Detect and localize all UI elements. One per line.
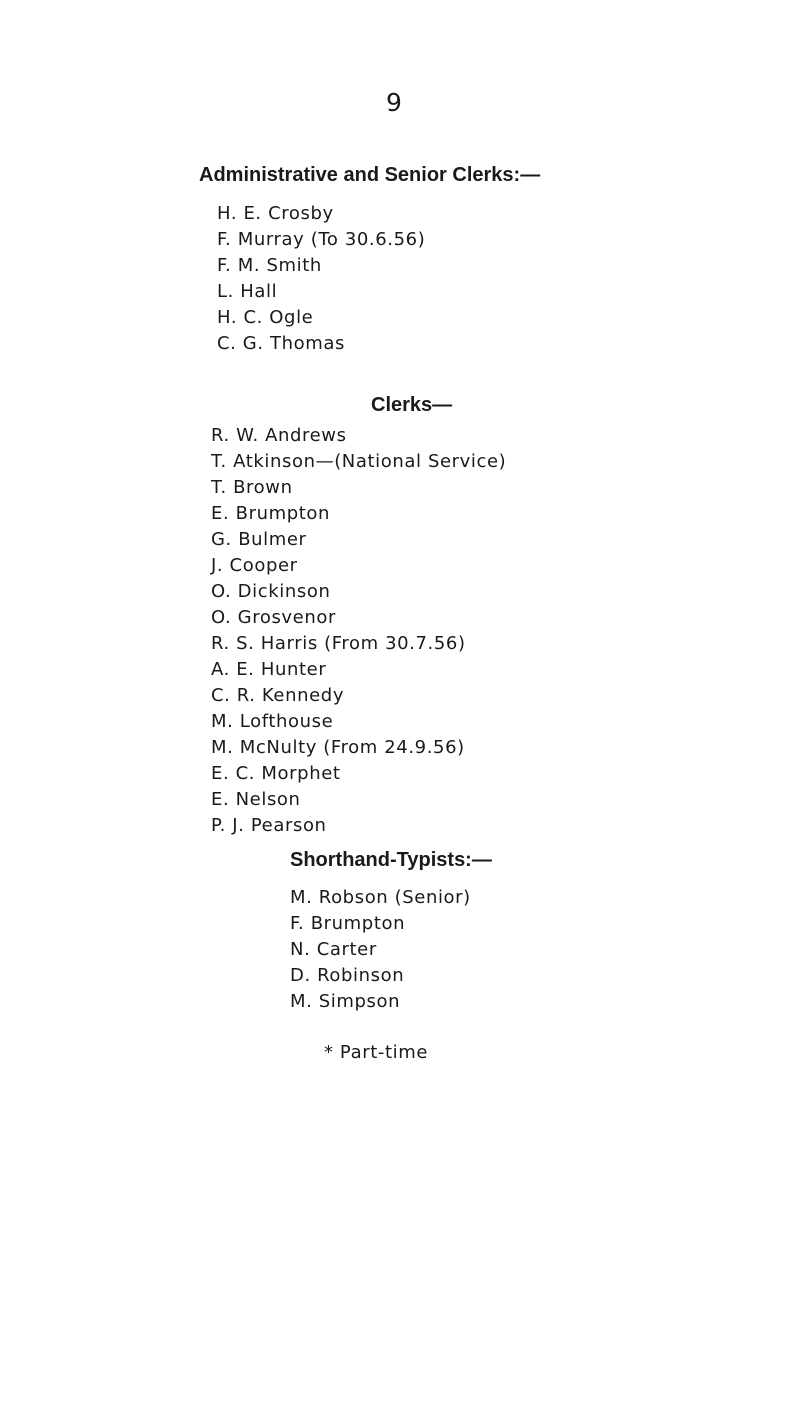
clerks-heading: Clerks—	[371, 394, 453, 416]
list-item: G. Bulmer	[211, 529, 307, 550]
list-item: R. W. Andrews	[211, 425, 347, 446]
list-item: F. Murray (To 30.6.56)	[217, 229, 426, 250]
list-item: R. S. Harris (From 30.7.56)	[211, 633, 466, 654]
shorthand-typists-heading: Shorthand-Typists:—	[290, 849, 492, 871]
list-item: H. C. Ogle	[217, 307, 314, 328]
list-item: T. Atkinson—(National Service)	[211, 451, 507, 472]
clerks-list	[211, 423, 506, 839]
list-item: P. J. Pearson	[211, 815, 327, 836]
page-number: 9	[386, 88, 402, 117]
list-item: M. Simpson	[290, 991, 401, 1012]
list-item: J. Cooper	[211, 555, 298, 576]
list-item: C. R. Kennedy	[211, 685, 345, 706]
list-item: T. Brown	[211, 477, 293, 498]
admin-clerks-list	[217, 201, 425, 357]
list-item: E. Brumpton	[211, 503, 331, 524]
list-item: M. McNulty (From 24.9.56)	[211, 737, 465, 758]
shorthand-typists-list	[290, 885, 471, 1015]
list-item: E. Nelson	[211, 789, 301, 810]
list-item: L. Hall	[217, 281, 278, 302]
list-item: N. Carter	[290, 939, 377, 960]
list-item: H. E. Crosby	[217, 203, 334, 224]
list-item: C. G. Thomas	[217, 333, 345, 354]
list-item: A. E. Hunter	[211, 659, 327, 680]
list-item: D. Robinson	[290, 965, 405, 986]
admin-clerks-heading: Administrative and Senior Clerks:—	[199, 164, 541, 186]
part-time-footnote: * Part-time	[324, 1042, 429, 1063]
list-item: O. Dickinson	[211, 581, 331, 602]
list-item: M. Lofthouse	[211, 711, 334, 732]
list-item: F. Brumpton	[290, 913, 406, 934]
list-item: E. C. Morphet	[211, 763, 341, 784]
list-item: F. M. Smith	[217, 255, 322, 276]
list-item: O. Grosvenor	[211, 607, 336, 628]
list-item: M. Robson (Senior)	[290, 887, 471, 908]
